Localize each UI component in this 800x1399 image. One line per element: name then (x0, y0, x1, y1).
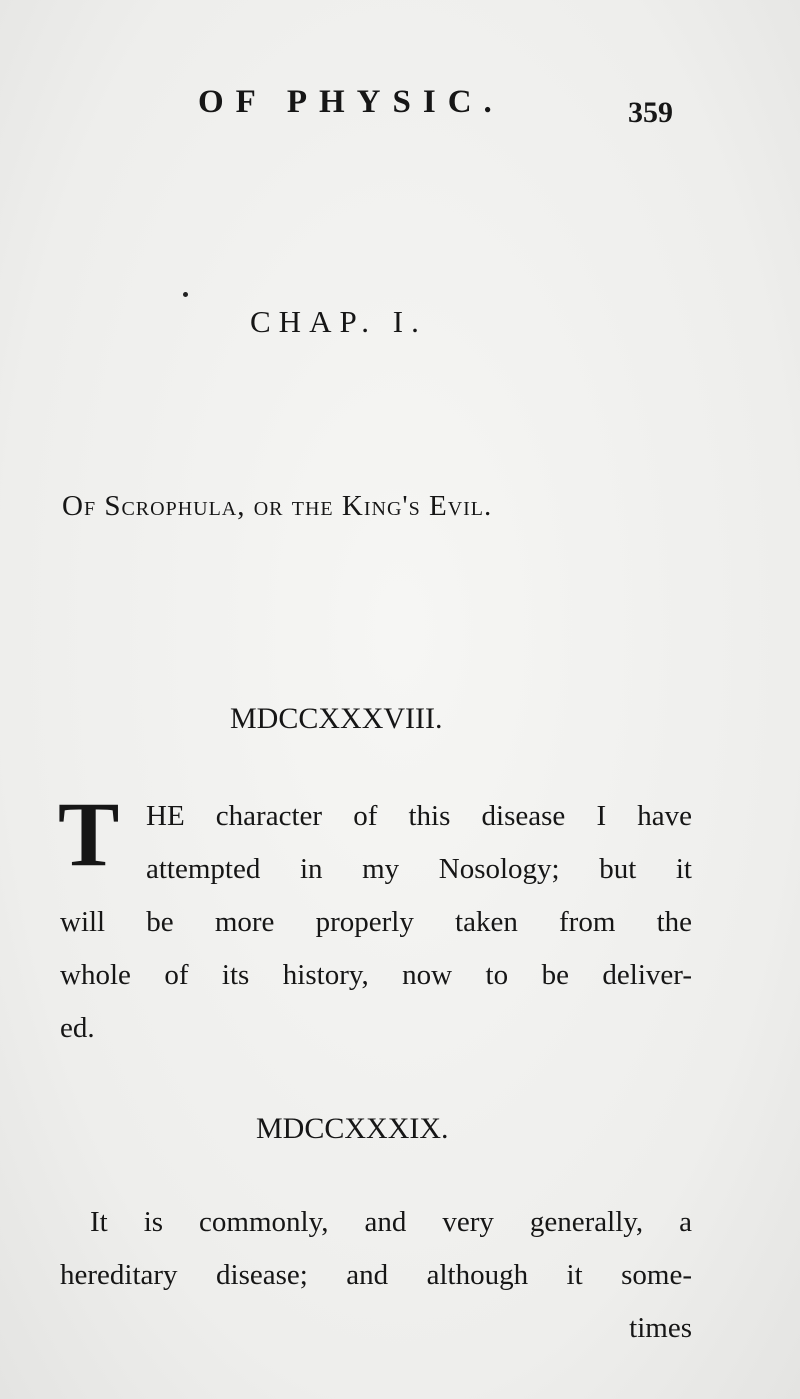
section-year-heading: MDCCXXXIX. (256, 1112, 449, 1145)
paragraph-line: whole of its history, now to be deliver- (60, 959, 692, 991)
ink-dot (183, 292, 188, 297)
page-number: 359 (628, 96, 673, 129)
chapter-title: Of Scrophula, or the King's Evil. (62, 490, 493, 522)
paragraph-line: will be more properly taken from the (60, 906, 692, 938)
catchword: times (629, 1312, 692, 1344)
paragraph-1 (58, 783, 692, 1055)
paragraph-line: ed. (60, 1012, 95, 1044)
running-head: OF PHYSIC. (198, 84, 504, 120)
drop-cap: T (58, 783, 120, 885)
chapter-heading: CHAP. I. (250, 304, 427, 339)
paragraph-line: HE character of this disease I have (146, 800, 692, 832)
paragraph-line: hereditary disease; and although it some- (60, 1259, 692, 1291)
section-year-heading: MDCCXXXVIII. (230, 702, 443, 735)
paragraph-line: It is commonly, and very generally, a (90, 1206, 692, 1238)
paragraph-line: attempted in my Nosology; but it (146, 853, 692, 885)
paragraph-2 (60, 1196, 692, 1355)
